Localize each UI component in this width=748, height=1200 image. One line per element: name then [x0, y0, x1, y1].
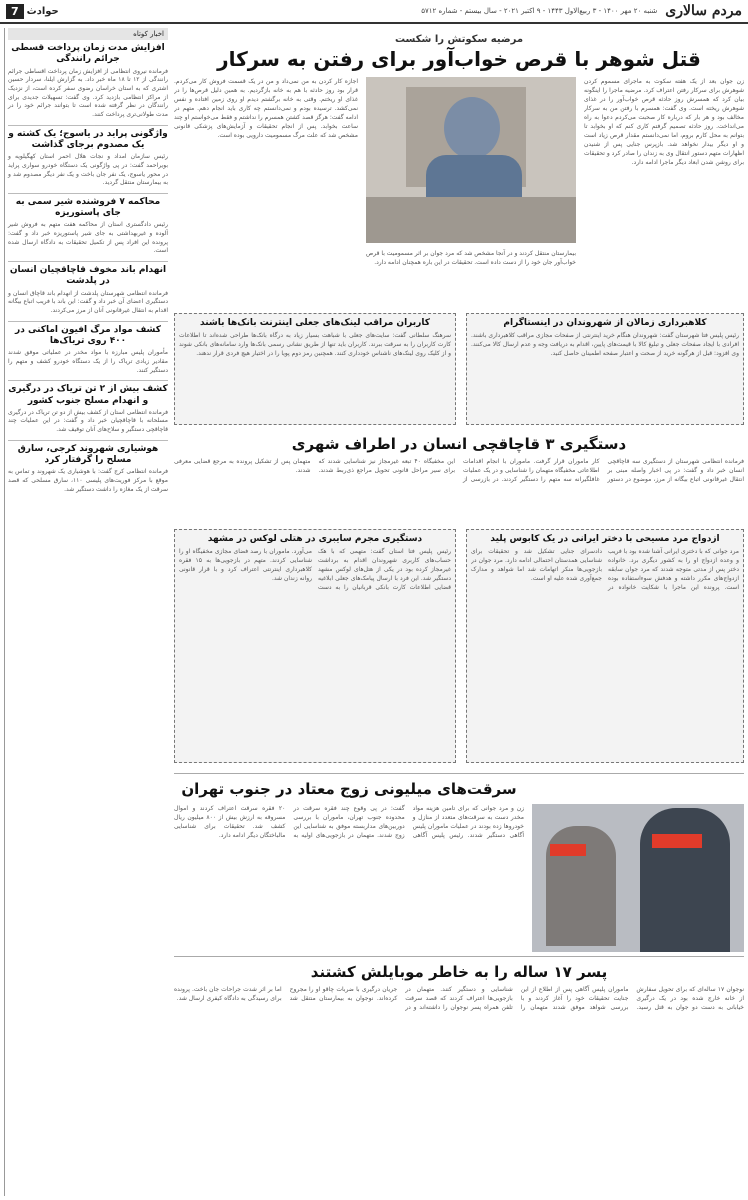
brief-item — [8, 265, 168, 316]
divider — [174, 956, 744, 957]
story2-body: فرمانده انتظامی شهرستان از دستگیری سه قاچاقچی انسان خبر داد و گفت: در پی اخبار واصله مبنی بر انتقال غیرقانونی اتباع بیگانه از مرز، موضوع در دستور کار ماموران قرار گرفت. ماموران با انجام اقدامات اطلاعاتی مخفیگاه متهمان را شناسایی و در یک عملیات غافلگیرانه سه متهم را دستگیر کردند. در بازرسی از این مخفیگاه ۴۰ تبعه غیرمجاز نیز شناسایی شدند که برای سیر مراحل قانونی تحویل مراجع ذی‌ربط شدند. متهمان پس از تشکیل پرونده به مرجع قضایی معرفی شدند. — [174, 458, 744, 483]
story3-headline: سرقت‌های میلیونی زوج معتاد در جنوب تهران — [181, 780, 517, 798]
brief-body: فرمانده انتظامی شهرستان پلدشت از انهدام باند قاچاق انسان و دستگیری اعضای آن خبر داد و گفت: این باند با فریب اتباع بیگانه اقدام به انتقال غیرقانونی آنان از مرز می‌کردند. — [8, 289, 168, 314]
brief-title: افزایش مدت زمان پرداخت قسطی جرائم رانندگی — [11, 43, 165, 65]
brief-body: فرمانده انتظامی کرج گفت: با هوشیاری یک شهروند و تماس به موقع با مرکز فوریت‌های پلیسی ۱۱۰، سارق مسلحی که قصد سرقت از یک مغازه را داشت دستگیر شد. — [8, 468, 168, 493]
box-body: رئیس پلیس فتا استان گفت: متهمی که با هک حساب‌های کاربری شهروندان اقدام به برداشت غیرمجاز کرده بود در یکی از هتل‌های لوکس مشهد دستگیر شد. این فرد با ارسال پیامک‌های جعلی ابلاغیه قضایی اطلاعات کارت بانکی قربانیان را به دست می‌آورد. ماموران با رصد فضای مجازی مخفیگاه او را شناسایی کردند. متهم در بازجویی‌ها به ۱۵ فقره کلاهبرداری اینترنتی اعتراف کرد و با قرار قانونی روانه زندان شد. — [179, 548, 451, 591]
divider — [8, 193, 168, 194]
lead-block — [174, 77, 744, 313]
brief-title: کشف مواد مرگ افیون اماکنی در ۴۰۰ روی تریاک‌ها — [15, 324, 161, 346]
lead-kicker: مرضیه سکوتش را شکست — [394, 34, 524, 45]
story3-photo — [532, 804, 744, 952]
story3-block — [174, 804, 744, 954]
divider — [8, 261, 168, 262]
lead-column-middle: اجازه کار کردن به من نمی‌داد و من در یک قسمت فروش کار می‌کردم. قرار بود روز حادثه با هم به خانه بازگردیم. به همین دلیل قرص‌ها را در غذای او ریختم. وقتی به خانه برگشتم دیدم او روی زمین افتاده و نفس نمی‌کشد. ترسیده بودم و نمی‌دانستم چه کاری باید انجام دهم. متهم در ادامه گفت: هرگز قصد کشتن همسرم را نداشتم و فقط می‌خواستم او چند ساعت بخوابد. پس از انجام تحقیقات و آزمایش‌های پزشکی قانونی مشخص شد که علت مرگ مسمومیت دارویی بوده است. — [174, 78, 358, 139]
brief-item — [8, 43, 168, 120]
divider — [174, 773, 744, 774]
divider — [8, 125, 168, 126]
box-title: کلاهبرداری زمالان از شهروندان در اینستاگرام — [503, 318, 707, 328]
box-bank-links — [174, 313, 456, 425]
box-body: سرهنگ سلطانی گفت: سایت‌های جعلی با شباهت بسیار زیاد به درگاه بانک‌ها طراحی شده‌اند تا اطلاعات کارت کاربران را به سرقت ببرند. کاربران باید تنها از طریق نشانی رسمی بانک‌ها وارد سامانه‌های بانکی شوند و از کلیک روی لینک‌های ناشناس خودداری کنند. همچنین رمز دوم پویا را در اختیار هیچ فردی قرار ندهند. — [179, 332, 451, 357]
lead-headline: قتل شوهر با قرص خواب‌آور برای رفتن به سرکار — [217, 47, 701, 71]
brief-item — [8, 325, 168, 376]
box-title: ازدواج مرد مسیحی با دختر ایرانی در یک کابوس پلید — [490, 534, 720, 544]
brief-title: کشف بیش از ۲ تن تریاک در درگیری و انهدام مسلح جنوب کشور — [8, 384, 168, 406]
box-title: دستگیری مجرم سایبری در هتلی لوکس در مشهد — [207, 534, 423, 544]
brief-item — [8, 129, 168, 188]
divider — [8, 440, 168, 441]
sidebar-briefs — [4, 28, 168, 1196]
issue-line: شنبه ۲۰ مهر ۱۴۰۰ - ۳ ربیع‌الاول ۱۴۴۳ - ۹ اکتبر ۲۰۲۱ - سال بیستم - شماره ۵۷۱۲ — [421, 7, 658, 15]
lead-caption-text: بیمارستان منتقل کردند و در آنجا مشخص شد که مرد جوان بر اثر مسمومیت با قرص خواب‌آور جان خود را از دست داده است. تحقیقات در این باره همچنان ادامه دارد. — [366, 250, 576, 266]
section-label: حوادث — [26, 5, 59, 17]
main-area — [174, 28, 744, 1196]
brief-item — [8, 444, 168, 495]
box-christian-marriage — [466, 529, 744, 763]
sidebar-tag: اخبار کوتاه — [8, 28, 168, 40]
box-cyber-criminal — [174, 529, 456, 763]
brief-title: واژگونی پراید در یاسوج؛ یک کشته و یک مصدوم برجای گذاشت — [8, 128, 168, 150]
lead-column-right: زن جوان بعد از یک هفته سکوت به ماجرای مسموم کردن شوهرش برای سرکار رفتن اعتراف کرد. مرضیه ماجرا را اینگونه بیان کرد که همسرش روز حادثه قرص خواب‌آور را در غذای شوهرش ریخته است. وی گفت: همسرم با رفتن من به سرکار مخالف بود و هر بار که درباره کار صحبت می‌کردم دعوا به راه می‌انداخت. روز حادثه تصمیم گرفتم کاری کنم که او بخوابد تا بتوانم به محل کارم بروم، اما نمی‌دانستم مقدار قرص زیاد است و او دیگر بیدار نخواهد شد. بازپرس جنایی پس از شنیدن اظهارات متهم دستور انتقال وی به زندان را صادر کرد و تحقیقات برای روشن شدن ابعاد دیگر ماجرا ادامه دارد. — [584, 78, 744, 166]
brief-title: محاکمه ۷ فروشنده شیر سمی به جای پاستوریزه — [15, 196, 161, 219]
brand-logo: مردم سالاری — [665, 3, 742, 19]
story4-body: نوجوان ۱۷ ساله‌ای که برای تحویل سفارش از خانه خارج شده بود در یک درگیری خیابانی به دست دو جوان به قتل رسید. ماموران پلیس آگاهی پس از اطلاع از این جنایت تحقیقات خود را آغاز کردند و با بررسی شواهد موفق شدند متهمان را شناسایی و دستگیر کنند. متهمان در بازجویی‌ها اعتراف کردند که قصد سرقت تلفن همراه پسر نوجوان را داشته‌اند و در جریان درگیری با ضربات چاقو او را مجروح کرده‌اند. نوجوان به بیمارستان منتقل شد اما بر اثر شدت جراحات جان باخت. پرونده برای رسیدگی به دادگاه کیفری ارسال شد. — [174, 986, 744, 1011]
story3-body: زن و مرد جوانی که برای تامین هزینه مواد مخدر دست به سرقت‌های متعدد از منازل و خودروها زده بودند در عملیات ماموران پلیس آگاهی دستگیر شدند. رئیس پلیس آگاهی گفت: در پی وقوع چند فقره سرقت در محدوده جنوب تهران، ماموران با بررسی دوربین‌های مداربسته موفق به شناسایی این زوج شدند. متهمان در بازجویی‌های اولیه به ۲۰ فقره سرقت اعتراف کردند و اموال مسروقه به ارزش بیش از ۸۰۰ میلیون ریال کشف شد. تحقیقات برای شناسایی مالباختگان دیگر ادامه دارد. — [174, 805, 524, 839]
boxes-row-1 — [174, 313, 744, 431]
story2-headline: دستگیری ۳ قاچاقچی انسان در اطراف شهری — [291, 435, 627, 453]
brief-title: هوشیاری شهروند کرجی، سارق مسلح را گرفتار کرد — [17, 443, 159, 466]
divider — [8, 321, 168, 322]
brief-item — [8, 197, 168, 256]
box-title: کاربران مراقب لینک‌های جعلی اینترنت بانک‌ها باشند — [200, 318, 430, 328]
box-body: رئیس پلیس فتا شهرستان گفت: شهروندان هنگام خرید اینترنتی از صفحات مجازی مراقب کلاهبرداری باشند. افرادی با ایجاد صفحات جعلی و تبلیغ کالا با قیمت‌های پایین، اقدام به دریافت وجه و عدم ارسال کالا می‌کنند. وی افزود: قبل از هرگونه خرید از صحت و اعتبار صفحه اطمینان حاصل کنید. — [471, 332, 739, 357]
story4-headline: پسر ۱۷ ساله را به خاطر موبایلش کشتند — [310, 963, 608, 981]
section-box — [6, 4, 59, 19]
boxes-row-2 — [174, 529, 744, 769]
brief-body: رئیس دادگستری استان از محاکمه هفت متهم به فروش شیر آلوده و غیربهداشتی به جای شیر پاستوریزه خبر داد و گفت: پرونده این افراد پس از تکمیل تحقیقات به دادگاه ارسال شده است. — [8, 221, 168, 255]
page-number: 7 — [6, 4, 24, 19]
divider — [8, 380, 168, 381]
masthead — [0, 0, 748, 24]
brief-body: مأموران پلیس مبارزه با مواد مخدر در عملیاتی موفق شدند مقادیر زیادی تریاک را از یک دستگاه خودرو کشف و متهم را دستگیر کنند. — [8, 349, 168, 374]
lead-photo — [366, 77, 576, 243]
brief-item — [8, 384, 168, 435]
brief-title: انهدام باند مخوف قاچاقچیان انسان در پلدشت — [9, 265, 167, 287]
brief-body: فرمانده انتظامی استان از کشف بیش از دو تن تریاک در درگیری مسلحانه با قاچاقچیان خبر داد و گفت: در این عملیات چند قاچاقچی دستگیر و سلاح‌های آنان توقیف شد. — [8, 408, 168, 434]
brief-body: فرمانده نیروی انتظامی از افزایش زمان پرداخت اقساطی جرائم رانندگی از ۱۲ تا ۱۸ ماه خبر داد. به گزارش ایلنا، سردار حسین اشتری که به استان خراسان رضوی سفر کرده است، از نزدیک از مراکز انتظامی بازدید کرد. وی گفت: تسهیلات جدیدی برای رانندگان در نظر گرفته شده است تا بتوانند جرائم خود را در مدت طولانی‌تری پرداخت کنند. — [8, 67, 168, 118]
brief-body: رئیس سازمان امداد و نجات هلال احمر استان کهگیلویه و بویراحمد گفت: در پی واژگونی یک دستگاه خودرو سواری پراید در محور یاسوج، یک نفر جان باخت و یک نفر دیگر مصدوم شد و به بیمارستان منتقل گردید. — [8, 153, 168, 187]
box-body: مرد جوانی که با دختری ایرانی آشنا شده بود با فریب و وعده ازدواج او را به کشور دیگری برد. خانواده دختر پس از مدتی متوجه شدند که مرد جوان سابقه ازدواج‌های مکرر داشته و هدفش سوءاستفاده بوده است. پرونده این ماجرا با شکایت خانواده در دادسرای جنایی تشکیل شد و تحقیقات برای شناسایی همدستان احتمالی ادامه دارد. مرد جوان در بازجویی‌ها منکر اتهامات شد اما شواهد و مدارک جمع‌آوری شده علیه او است. — [471, 548, 739, 591]
box-instagram-fraud — [466, 313, 744, 425]
